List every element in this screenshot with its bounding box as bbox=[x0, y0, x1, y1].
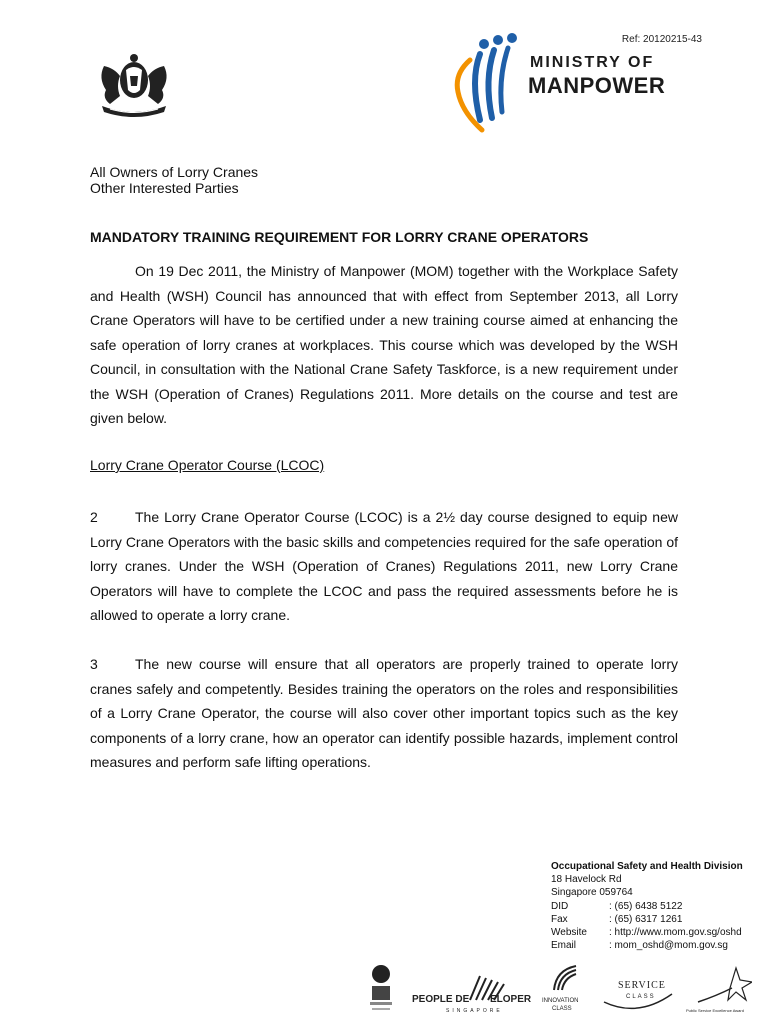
subject-heading: MANDATORY TRAINING REQUIREMENT FOR LORRY CRANE OPERATORS bbox=[90, 229, 589, 245]
award-badges bbox=[360, 962, 760, 1022]
contact-label: DID bbox=[551, 900, 569, 912]
innovation-line-2: CLASS bbox=[552, 1006, 572, 1012]
address-line: Singapore 059764 bbox=[551, 887, 633, 899]
paragraph-text: The new course will ensure that all operators are properly trained to operate lorry cranes safely and competently. Besides training the operators on the roles and responsibilities of a Lorry Crane Operator, the course will also cover other important topics such as the key components of a lorry crane, how an operator can identify possible hazards, implement control measures and perform safe lifting operations. bbox=[90, 656, 678, 770]
logo-line-1: MINISTRY OF bbox=[530, 54, 655, 71]
recipient-line: Other Interested Parties bbox=[90, 180, 239, 196]
innovation-class-badge bbox=[540, 962, 590, 1018]
service-line-2: CLASS bbox=[626, 994, 656, 1000]
coat-of-arms-icon bbox=[92, 46, 176, 118]
contact-row-did bbox=[551, 900, 743, 913]
division-name: Occupational Safety and Health Division bbox=[551, 861, 743, 872]
service-line-1: SERVICE bbox=[618, 980, 666, 991]
address-line: 18 Havelock Rd bbox=[551, 874, 622, 886]
star-swoosh-icon bbox=[696, 966, 752, 1006]
service-class-badge bbox=[600, 974, 680, 1018]
recipients-block bbox=[90, 164, 258, 196]
excellence-award-badge bbox=[686, 962, 758, 1018]
innovation-line-1: INNOVATION bbox=[542, 998, 579, 1004]
section-heading: Lorry Crane Operator Course (LCOC) bbox=[90, 457, 325, 473]
people-developer-left: PEOPLE DE bbox=[412, 994, 470, 1005]
contact-value: : (65) 6317 1261 bbox=[609, 913, 683, 925]
contact-value[interactable]: : http://www.mom.gov.sg/oshd bbox=[609, 927, 742, 939]
innovation-swoosh-icon bbox=[550, 964, 580, 992]
people-developer-right: ELOPER bbox=[490, 994, 532, 1005]
contact-row-email bbox=[551, 939, 743, 952]
contact-row-fax bbox=[551, 913, 743, 926]
footer-contact-block bbox=[551, 860, 743, 952]
contact-label: Fax bbox=[551, 913, 568, 925]
reference-number: Ref: 20120215-43 bbox=[621, 34, 702, 45]
paragraph-number: 3 bbox=[90, 656, 98, 672]
people-developer-sub: SINGAPORE bbox=[446, 1008, 503, 1014]
intro-paragraph: On 19 Dec 2011, the Ministry of Manpower (MOM) together with the Workplace Safety and Health (WSH) Council has announced that with effect from September 2013, all Lorry Crane Operators will have to be certified under a new training course aimed at enhancing the safe operation of lorry cranes at workplaces. This course which was developed by the WSH Council, in consultation with the National Crane Safety Taskforce, is a new requirement under the WSH (Operation of Cranes) Regulations 2011. More details on the course and test are given below. bbox=[90, 263, 678, 426]
recipient-line: All Owners of Lorry Cranes bbox=[90, 164, 259, 180]
logo-line-2: MANPOWER bbox=[528, 73, 666, 98]
numbered-paragraph bbox=[90, 652, 678, 775]
contact-label: Email bbox=[551, 940, 577, 952]
paragraph-text: The Lorry Crane Operator Course (LCOC) is a 2½ day course designed to equip new Lorry Crane Operators with the basic skills and competencies required for the safe operation of lorry cranes. Under the WSH (Operation of Cranes) Regulations 2011, new Lorry Crane Operators will have to complete the LCOC and pass the required assessments before he is allowed to operate a lorry crane. bbox=[90, 509, 678, 623]
excellence-award-label: Public Service Excellence Award bbox=[686, 1008, 744, 1013]
contact-label: Website bbox=[551, 927, 587, 939]
award-emblem-icon bbox=[364, 962, 398, 1014]
numbered-paragraph bbox=[90, 505, 678, 628]
contact-value[interactable]: : mom_oshd@mom.gov.sg bbox=[609, 940, 728, 952]
contact-value: : (65) 6438 5122 bbox=[609, 900, 683, 912]
paragraph-number: 2 bbox=[90, 509, 98, 525]
mom-figure-icon bbox=[450, 30, 540, 140]
ministry-of-manpower-logo bbox=[450, 30, 690, 140]
people-developer-badge bbox=[412, 976, 542, 1016]
contact-row-website bbox=[551, 926, 743, 939]
